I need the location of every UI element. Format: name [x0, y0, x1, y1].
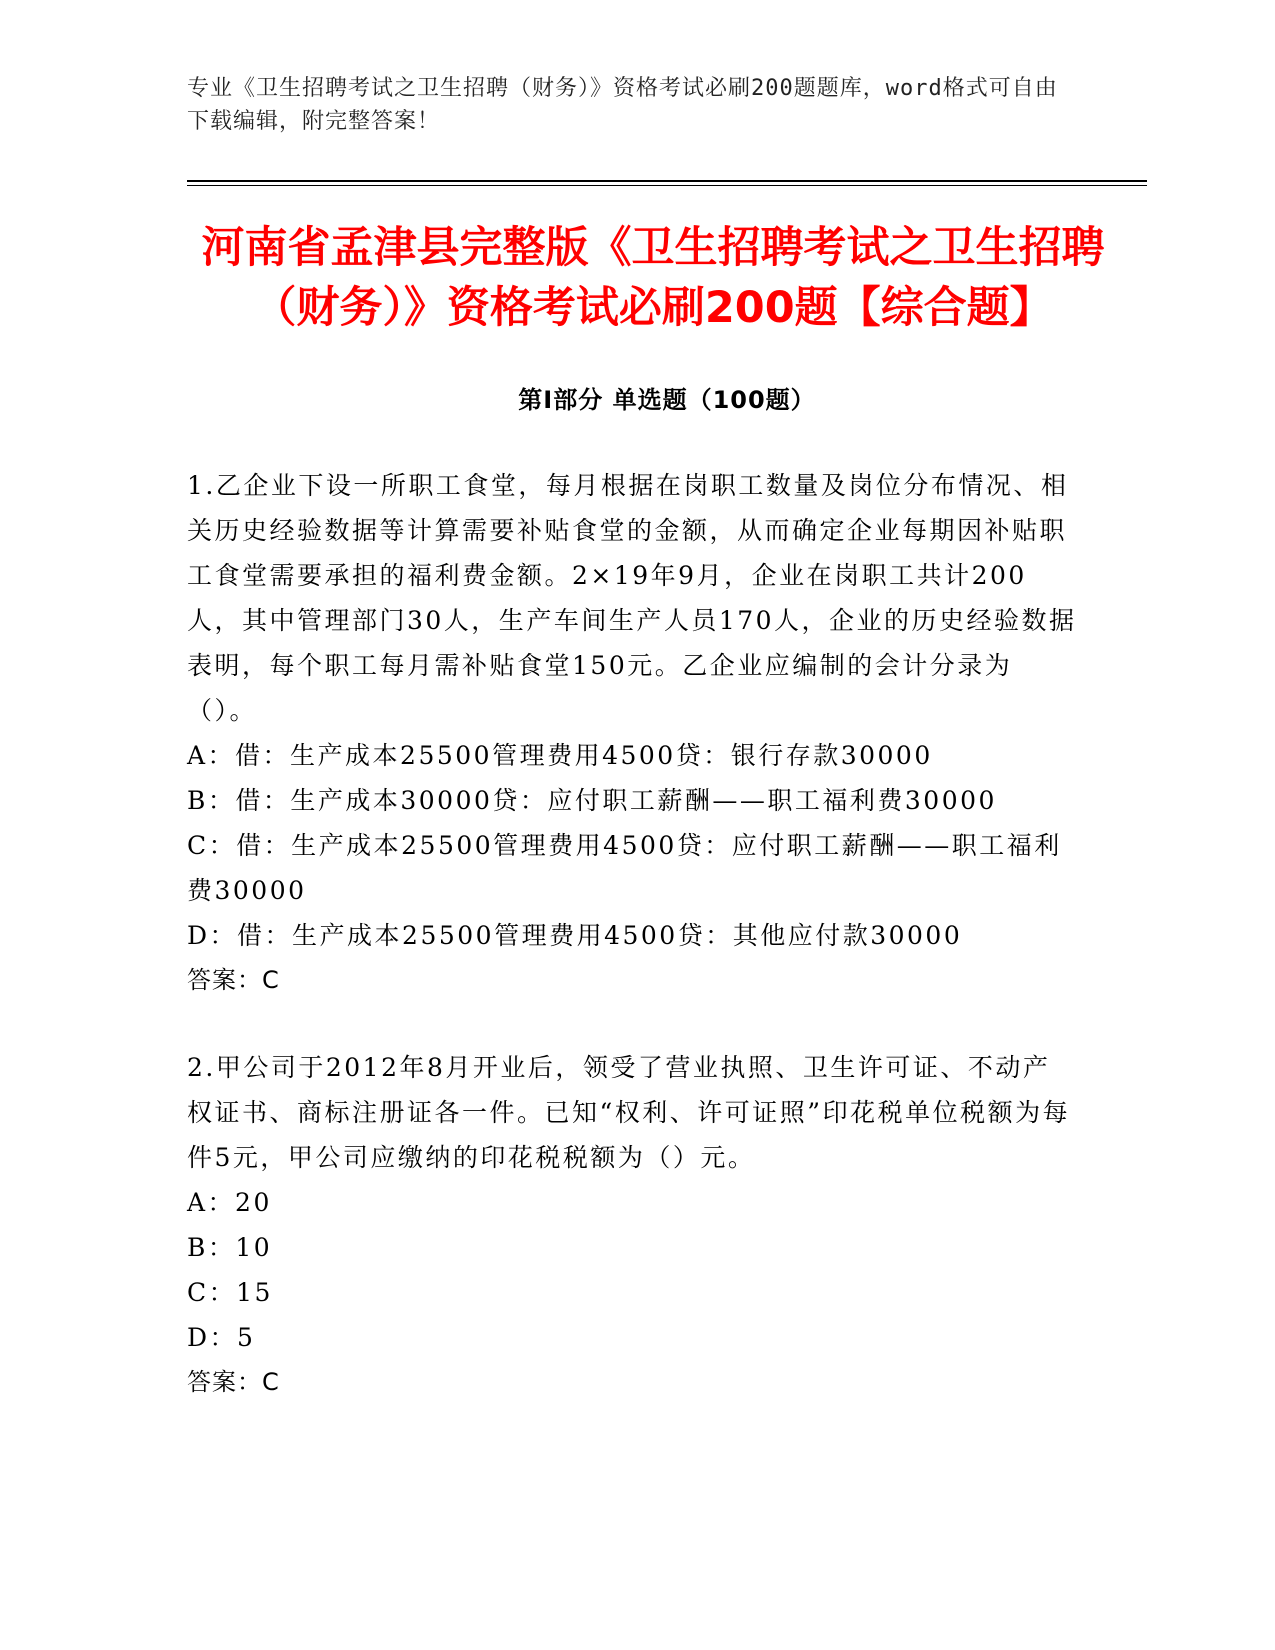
- question-stem: 1.乙企业下设一所职工食堂，每月根据在岗职工数量及岗位分布情况、相关历史经验数据等计算需要补贴食堂的金额，从而确定企业每期因补贴职工食堂需要承担的福利费金额。2×19年9月，企业在岗职工共计200人，其中管理部门30人，生产车间生产人员170人，企业的历史经验数据表明，每个职工每月需补贴食堂150元。乙企业应编制的会计分录为（）。: [187, 471, 1077, 725]
- document-title: 河南省孟津县完整版《卫生招聘考试之卫生招聘（财务）》资格考试必刷200题【综合题】: [201, 223, 1105, 333]
- document-page: [187, 72, 1147, 1405]
- question-2: [187, 1045, 1077, 1405]
- option-d: D：5: [187, 1323, 256, 1352]
- option-b: B：借：生产成本30000贷：应付职工薪酬——职工福利费30000: [187, 786, 997, 815]
- header-divider: [187, 180, 1147, 186]
- option-a: A：20: [187, 1188, 272, 1217]
- question-stem: 2.甲公司于2012年8月开业后，领受了营业执照、卫生许可证、不动产权证书、商标注册证各一件。已知“权利、许可证照”印花税单位税额为每件5元，甲公司应缴纳的印花税税额为（）元。: [187, 1053, 1071, 1172]
- answer: 答案：C: [187, 966, 280, 994]
- header-note: 专业《卫生招聘考试之卫生招聘（财务）》资格考试必刷200题题库，word格式可自由下载编辑，附完整答案！: [187, 76, 1058, 134]
- answer: 答案：C: [187, 1368, 280, 1396]
- option-c: C：借：生产成本25500管理费用4500贷：应付职工薪酬——职工福利费30000: [187, 831, 1062, 905]
- option-a: A：借：生产成本25500管理费用4500贷：银行存款30000: [187, 741, 933, 770]
- option-c: C：15: [187, 1278, 273, 1307]
- option-d: D：借：生产成本25500管理费用4500贷：其他应付款30000: [187, 921, 963, 950]
- section-heading: 第Ⅰ部分 单选题（100题）: [518, 386, 816, 414]
- option-b: B：10: [187, 1233, 273, 1262]
- question-1: [187, 463, 1077, 1003]
